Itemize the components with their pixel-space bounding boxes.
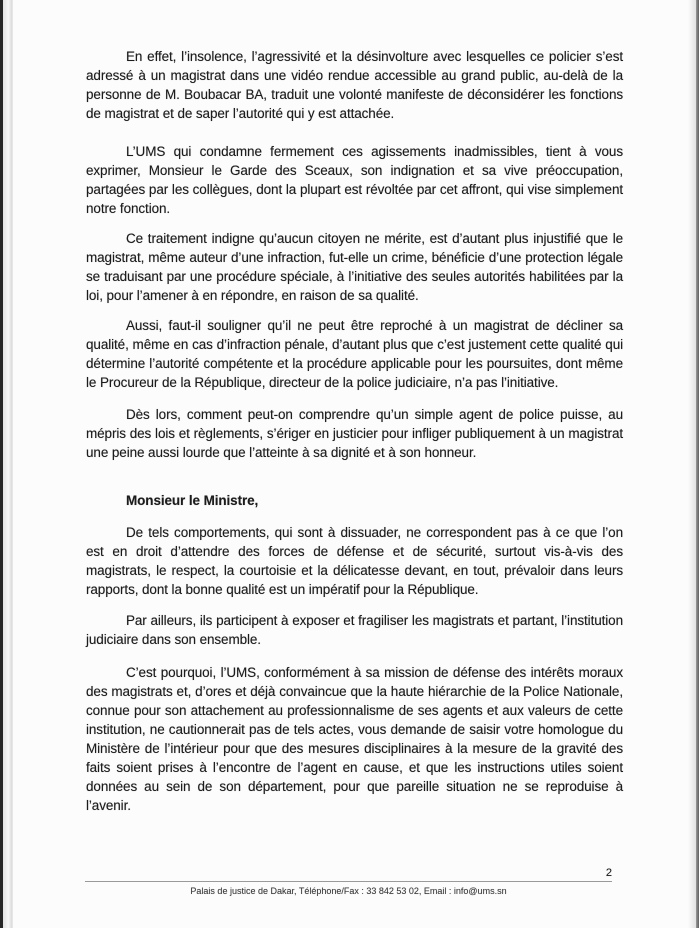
paragraph-traitement-indigne: Ce traitement indigne qu’aucun citoyen ne mérite, est d’autant plus injustifié que le magistrat, même auteur d’une infraction, fut-elle un crime, bénéficie d’une protection légale se traduisant par une procédure spéciale, à l’initiative des seules autorités habilitées par la loi, pour l’amener à en répondre, en raison de sa qualité. <box>86 231 623 303</box>
footer-contact-line: Palais de justice de Dakar, Téléphone/Fax : 33 842 53 02, Email : info@ums.sn <box>190 886 507 896</box>
paragraph-de-tels-comportements: De tels comportements, qui sont à dissuader, ne correspondent pas à ce que l’on est en droit d’attendre des forces de défense et de sécurité, surtout vis-à-vis des magistrats, le respect, la courtoisie et la délicatesse devant, en tout, prévaloir dans leurs rapports, dont la bonne qualité est un impératif pour la République. <box>86 525 623 597</box>
paragraph-ums-condamne: L’UMS qui condamne fermement ces agissements inadmissibles, tient à vous exprimer, Monsieur le Garde des Sceaux, son indignation et sa vive préoccupation, partagées par les collègues, dont la plupart est révoltée par cet affront, qui vise simplement notre fonction. <box>86 144 623 216</box>
paragraph-des-lors: Dès lors, comment peut-on comprendre qu’un simple agent de police puisse, au mépris des lois et règlements, s’ériger en justicier pour infliger publiquement à un magistrat une peine aussi lourde que l’atteinte à sa dignité et à son honneur. <box>86 407 623 460</box>
paragraph-par-ailleurs: Par ailleurs, ils participent à exposer et fragiliser les magistrats et partant, l’institution judiciaire dans son ensemble. <box>86 613 623 647</box>
footer-divider <box>85 881 612 882</box>
paragraph-aussi-souligner: Aussi, faut-il souligner qu’il ne peut être reproché à un magistrat de décliner sa qualité, même en cas d’infraction pénale, d’autant plus que c’est justement cette qualité qui détermine l’autorité compétente et la procédure applicable pour les poursuites, dont même le Procureur de la République, directeur de la police judiciaire, n’a pas l’initiative. <box>86 318 623 390</box>
page-number: 2 <box>605 867 612 879</box>
paragraph-cest-pourquoi: C’est pourquoi, l’UMS, conformément à sa mission de défense des intérêts moraux des magistrats et, d’ores et déjà convaincue que la haute hiérarchie de la Police Nationale, connue pour son attachement au professionnalisme de ses agents et aux valeurs de cette institution, ne cautionnerait pas de tels actes, vous demande de saisir votre homologue du Ministère de l’intérieur pour que des mesures disciplinaires à la mesure de la gravité des faits soient prises à l’encontre de l’agent en cause, et que les instructions utiles soient données au sein de son département, pour que pareille situation ne se reproduise à l’avenir. <box>86 665 623 813</box>
scan-edge-left-shadow <box>3 0 13 928</box>
paragraph-insolence: En effet, l’insolence, l’agressivité et la désinvolture avec lesquelles ce policier s’est adressé à un magistrat dans une vidéo rendue accessible au grand public, au-delà de la personne de M. Boubacar BA, traduit une volonté manifeste de déconsidérer les fonctions de magistrat et de saper l’autorité qui y est attachée. <box>86 49 623 121</box>
salutation-monsieur-le-ministre: Monsieur le Ministre, <box>126 493 259 508</box>
scan-edge-right-shadow <box>688 0 696 928</box>
